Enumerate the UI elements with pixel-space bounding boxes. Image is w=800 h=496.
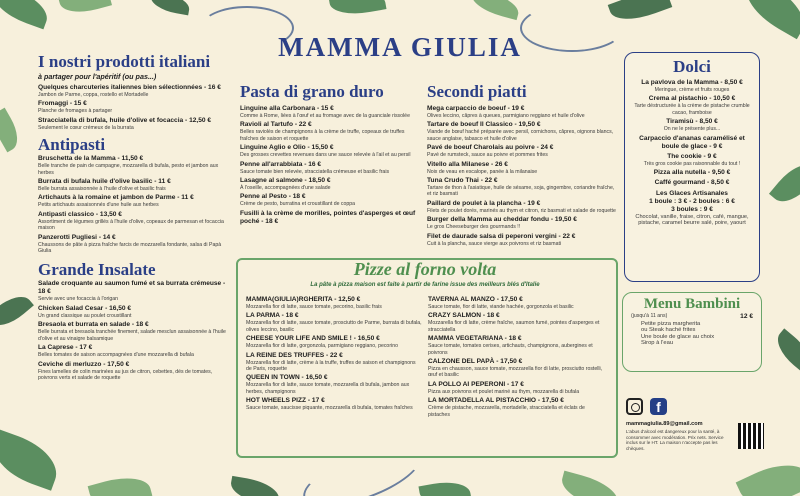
restaurant-title: MAMMA GIULIA [278,32,522,62]
pizze-heading: Pizze al forno volta [353,259,497,279]
bambini-item: Une boule de glace au choix [641,333,715,340]
leaf-decoration-icon [0,429,65,491]
glaces-flavours: Chocolat, vanille, fraise, citron, café, mangue, pistache, caramel beurre salé, poire, yaourt [635,214,749,227]
list-item: Penne all'arrabbiata - 16 € Sauce tomate bien relevée, stracciatella crémeuse et basilic frais [240,160,390,175]
list-item: LA PARMA - 18 € Mozzarella fior di latte, sauce tomate, prosciutto de Parme, burrata di bufala, olives leccino, basilic [246,312,422,333]
leaf-decoration-icon [329,0,387,19]
glaces-prices: 1 boule : 3 € - 2 boules : 6 € [649,198,735,206]
list-item: Panzerotti Pugliesi - 14 € Chaussons de pâte à pizza fraîche farcis de mozzarella fondante, salsa di Papà Giulia [38,233,222,255]
list-item: Artichauts à la romaine et jambon de Parme - 11 € Petits artichauts assaisonnés d'une huile aux herbes [38,194,194,209]
qr-code-icon[interactable] [738,423,764,449]
leaf-decoration-icon [418,478,471,496]
insalate-list [38,280,228,381]
instagram-icon[interactable] [626,398,643,415]
leaf-decoration-icon [58,0,112,18]
prodotti-subtitle: à partager pour l'apéritif (ou pas...) [38,72,157,81]
list-item: QUEEN IN TOWN - 16,50 € Mozzarella fior di latte, sauce tomate, mozzarella di bufala, jambon aux herbes, champignons [246,374,410,395]
list-item: Fusilli à la crème de morilles, pointes d'asperges et œuf poché - 18 € [240,209,416,225]
list-item: Mega carpaccio de boeuf - 19 € Olives leccino, câpres à queues, parmigiano reggiano et huile d'olive [427,105,585,119]
bambini-age: (jusqu'à 11 ans) [631,313,668,319]
glaces-title: Les Glaces Artisanales [656,190,728,198]
dolci-box [624,52,760,282]
list-item: Bresaola et burrata en salade - 18 € Belle burrata et bresaola tranchée finement, salade mesclun assaisonnée à l'huile d'olive et au vinaigre balsamique [38,321,226,342]
left-column [38,52,228,383]
leaf-decoration-icon [468,0,521,20]
pasta-heading: Pasta di grano duro [240,82,384,101]
list-item: La Caprese - 17 € Belles tomates de saison accompagnées d'une mozzarella di bufala [38,344,194,359]
footer-email[interactable]: mammagiulia.89@gmail.com [626,421,703,427]
insalate-heading: Grande Insalate [38,260,156,280]
list-item: CALZONE DEL PAPÀ - 17,50 € Pizza en chausson, sauce tomate, mozzarella fior di latte, prosciutto rostelli, œuf et basilic [428,358,603,379]
list-item: Tiramisù - 8,50 € On ne le présente plus... [663,118,721,133]
leaf-decoration-icon [149,0,192,15]
list-item: Stracciatella di bufala, huile d'olive et focaccia - 12,50 € Seulement le cœur crémeux de la burrata [38,116,212,131]
list-item: Fromaggi - 15 € Planche de fromages à partager [38,100,113,115]
glaces-prices-2: 3 boules : 9 € [671,206,713,214]
list-item: HOT WHEELS PIZZ - 17 € Sauce tomate, saucisse piquante, mozzarella di bufala, tomates fraîches [246,397,413,412]
leaf-decoration-icon [0,108,25,153]
list-item: Antipasti classico - 13,50 € Assortiment de légumes grillés à l'huile d'olive, copeaux de parmesan et focaccia maison [38,210,224,232]
list-item: Salade croquante au saumon fumé et sa burrata crémeuse - 18 € Servie avec une focaccia à l'origan [38,280,226,303]
list-item: Caffé gourmand - 8,50 € [654,179,730,187]
leaf-decoration-icon [0,0,53,29]
bambini-item: Sirop à l'eau [641,340,674,347]
list-item: MAMMA(GIULIA)RGHERITA - 12,50 € Mozzarella fior di latte, sauce tomate, pecorino, basilic frais [246,296,382,310]
pasta-column [240,82,420,228]
antipasti-list [38,155,228,254]
list-item: Penne al Pesto - 18 € Crème de pesto, burratina et croustillant de coppa [240,193,356,208]
leaf-decoration-icon [736,0,800,39]
leaf-decoration-icon [558,471,623,496]
list-item: CRAZY SALMON - 18 € Mozzarella fior di latte, crème fraîche, saumon fumé, pointes d'asperges et stracciatella [428,312,600,333]
vine-decoration [520,4,624,52]
bambini-heading: Menu Bambini [643,296,741,312]
list-item: Ceviche di merluzzo - 17,50 € Fines lamelles de colin marinées au jus de citron, cebettes, dés de tomates, poivrons verts et salade de roquette [38,360,213,381]
list-item: Crema al pistachio - 10,50 € Tarte déstructurée à la crème de pistache crumble cacao, framboise [634,95,750,116]
list-item: Pizza alla nutella - 9,50 € [653,169,731,177]
secondi-heading: Secondi piatti [427,82,527,101]
facebook-icon[interactable]: f [650,398,667,415]
dolci-heading: Dolci [673,57,711,76]
bambini-price: 12 € [740,313,753,320]
list-item: Quelques charcuteries italiennes bien sélectionnées - 16 € Jambon de Parme, coppa, rostello et Mortadelle [38,84,221,98]
list-item: CHEESE YOUR LIFE AND SMILE ! - 16,50 € Mozzarella fior di latte, gorgonzola, parmigiano reggiano, pecorino [246,335,398,350]
leaf-decoration-icon [770,328,800,373]
list-item: Tartare de boeuf Il Classico - 19,50 € Viande de bœuf haché préparée avec persil, cornichons, câpres, oignons blancs, sauce anglaise, tabasco et huile d'olive [427,121,614,142]
list-item: Vitello alla Milanese - 26 € Noix de veau en escalope, panée à la milanaise [427,160,538,175]
pizze-left [246,296,422,414]
list-item: TAVERNA AL MANZO - 17,50 € Sauce tomate, fior di latte, viande hachée, gorgonzola et basilic [428,296,574,310]
pizze-subtitle: La pâte à pizza maison est faite à partir de farine issue des meilleurs blés d'Italie [310,282,540,288]
bambini-item: Petite pizza margherita [641,321,701,327]
footer-legal: L'abus d'alcool est dangereux pour la santé, à consommer avec modération. Prix nets. Service inclus sur le HT. La maison n'accepte pas les chèques. [626,429,724,451]
leaf-decoration-icon [228,476,281,496]
list-item: La pavlova de la Mamma - 8,50 € Meringue, crème et fruits rouges [641,79,743,93]
list-item: LA MORTADELLA AL PISTACCHIO - 17,50 € Crème de pistache, mozzarella, mortadelle, stracciatella et éclats de pistaches [428,397,585,418]
leaf-decoration-icon [88,471,153,496]
list-item: Linguine alla Carbonara - 15 € Comme à Rome, liées à l'œuf et au fromage avec de la guanciale rissolée [240,105,410,119]
leaf-decoration-icon [736,453,800,496]
list-item: LA POLLO AI PEPERONI - 17 € Pizza aux poivrons et poulet mariné au thym, mozzarella di bufala [428,380,580,395]
list-item: Bruschetta de la Mamma - 11,50 € Belle tranche de pain de campagne, mozzarella di bufala, pesto et jambon aux herbes [38,155,219,176]
list-item: Lasagne al salmone - 18,50 € À l'oseille, accompagnées d'une salade [240,177,331,192]
list-item: LA REINE DES TRUFFES - 22 € Mozzarella fior di latte, crème à la truffe, truffes de saison et champignons de Paris, roquette [246,351,416,373]
list-item: MAMMA VEGETARIANA - 18 € Sauce tomate, tomates cerises, artichauts, champignons, aubergines et poivrons [428,335,593,356]
prodotti-list [38,84,228,131]
pizze-right [428,296,608,420]
bambini-box [622,292,762,372]
bambini-item: ou Steak haché frites [641,327,696,334]
leaf-decoration-icon [0,288,34,333]
secondi-column [427,82,617,249]
list-item: Paillard de poulet à la plancha - 19 € Filets de poulet dorés, marinés au thym et citron, riz basmati et salade de roquette [427,199,616,214]
list-item: Tuna Crudo Thai - 22 € Tartare de thon à l'asiatique, huile de sésame, soja, gingembre, coriandre fraîche, et riz basmati [427,177,615,198]
list-item: Carpaccio d'ananas caramélisé et boule de glace - 9 € [639,134,745,150]
antipasti-heading: Antipasti [38,135,106,155]
list-item: Burrata di bufala huile d'olive basilic - 11 € Belle burrata assaisonnée à l'huile d'olive et basilic frais [38,178,171,193]
bambini-meta [631,313,753,321]
leaf-decoration-icon [769,155,800,210]
list-item: Burger della Mamma au cheddar fondu - 19,50 € Le gros Cheeseburger des gourmands !! [427,216,577,231]
list-item: Pavé de boeuf Charolais au poivre - 24 € Pavé de rumsteck, sauce au poivre et pommes frites [427,144,554,159]
list-item: The cookie - 9 € Très gros cookie pas raisonnable du tout ! [643,152,741,167]
prodotti-heading: I nostri prodotti italiani [38,52,211,71]
list-item: Ravioli al Tartufo - 22 € Belles raviolès de champignons à la crème de truffe, copeaux de truffes fraîches de saison et roquette [240,121,405,142]
list-item: Chicken Salad Cesar - 16,50 € Un grand classique au poulet croustillant [38,304,132,319]
list-item: Linguine Aglio e Olio - 15,50 € Des grosses crevettes revenues dans une sauce relevée à l'ail et au persil [240,144,411,159]
list-item: Filet de daurade salsa di peperoni vergini - 22 € Cuit à la plancha, sauce vierge aux poivrons et riz basmati [427,232,576,247]
